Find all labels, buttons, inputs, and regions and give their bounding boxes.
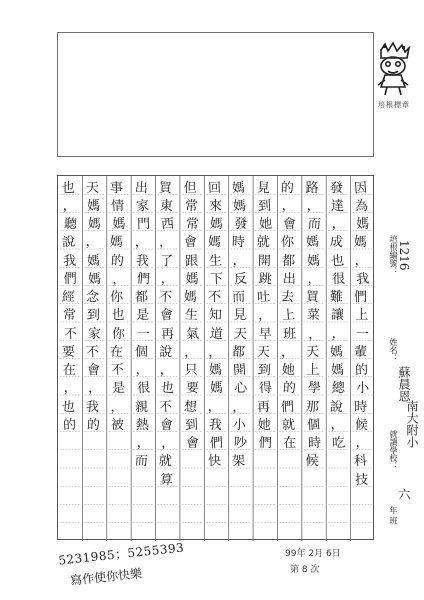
essay-character: 在	[62, 363, 76, 379]
essay-character: 都	[282, 253, 296, 269]
essay-character: 一	[136, 326, 150, 342]
essay-character: 你	[110, 289, 124, 306]
essay-character: 會	[282, 216, 297, 233]
essay-character: ，	[207, 399, 222, 415]
essay-character: ，	[85, 234, 100, 251]
essay-character: 熱	[135, 417, 149, 433]
essay-character: ，	[135, 362, 150, 379]
essay-character: 技	[355, 472, 369, 488]
essay-character: 班	[282, 326, 297, 342]
essay-character: 東	[159, 198, 174, 215]
essay-character: ，	[183, 344, 197, 361]
essay-character: 跟	[184, 253, 198, 269]
essay-character: 們	[280, 399, 295, 416]
watermark-motto: 寫作使你快樂	[69, 566, 143, 588]
date-year: 99	[285, 549, 297, 559]
essay-character: 只	[184, 363, 198, 379]
essay-character: 她	[257, 417, 271, 433]
essay-character: 候	[354, 417, 369, 434]
essay-character: 媽	[110, 235, 124, 251]
essay-character: 門	[136, 216, 151, 233]
essay-character: 買	[158, 180, 173, 196]
name-label: 姓名：	[389, 338, 398, 362]
essay-character: 說	[61, 234, 76, 251]
essay-character: ，	[63, 381, 77, 397]
essay-character: ，	[88, 381, 102, 397]
essay-character: 也	[160, 380, 175, 397]
essay-character: ，	[306, 198, 320, 215]
essay-character: 到	[184, 417, 199, 434]
essay-character: 回	[207, 180, 222, 196]
essay-character: 我	[355, 271, 370, 288]
essay-character: 家	[87, 326, 102, 343]
essay-character: 事	[110, 180, 125, 197]
essay-character: 媽	[330, 362, 345, 379]
essay-character: 媽	[185, 271, 199, 287]
essay-character: 跳	[258, 271, 273, 288]
essay-character: 因	[353, 180, 368, 197]
essay-character: 說	[159, 344, 173, 360]
essay-character: 很	[331, 271, 346, 288]
essay-character: 聽	[63, 216, 78, 233]
essay-character: 為	[355, 198, 369, 215]
essay-character: 經	[61, 289, 75, 306]
essay-character: 西	[160, 216, 175, 233]
essay-character: 出	[134, 180, 149, 197]
essay-character: ，	[161, 436, 175, 452]
essay-character: 到	[257, 198, 272, 215]
essay-character: 我	[208, 417, 223, 434]
essay-character: ，	[160, 271, 175, 288]
essay-character: 不	[208, 290, 222, 306]
essay-character: 下	[209, 271, 224, 288]
essay-character: 們	[63, 271, 77, 287]
essay-character: 們	[209, 435, 224, 452]
essay-character: ，	[134, 235, 148, 251]
essay-character: 吃	[331, 435, 346, 452]
essay-character: 媽	[356, 217, 370, 233]
essay-character: 心	[234, 381, 248, 397]
essay-character: 媽	[112, 217, 126, 233]
essay-character: 候	[305, 454, 319, 470]
essay-character: 是	[135, 308, 150, 324]
essay-character: 時	[307, 435, 321, 452]
essay-character: 上	[355, 308, 369, 324]
essay-character: ，	[232, 399, 246, 415]
essay-character: 就	[281, 417, 296, 434]
essay-character: ，	[330, 417, 345, 434]
essay-character: ，	[207, 344, 222, 361]
essay-character: 而	[232, 289, 246, 306]
essay-character: 早	[258, 326, 272, 342]
essay-character: ，	[307, 271, 321, 287]
essay-character: 媽	[87, 216, 102, 233]
essay-character: 家	[135, 198, 150, 215]
essay-character: ，	[307, 326, 322, 343]
essay-character: 上	[281, 307, 296, 324]
school-label: 就讀學校：	[389, 430, 398, 470]
essay-character: 她	[281, 362, 296, 379]
essay-character: 小	[233, 417, 247, 434]
essay-character: 成	[329, 234, 344, 251]
essay-character: 吐	[256, 289, 271, 306]
essay-character: 們	[354, 289, 368, 306]
essay-character: 架	[232, 453, 247, 470]
essay-character: 去	[280, 289, 295, 306]
essay-character: 發	[329, 180, 344, 196]
essay-character: 情	[111, 198, 125, 215]
essay-character: 常	[184, 198, 198, 215]
essay-character: 反	[234, 271, 249, 288]
essay-character: ，	[281, 344, 295, 360]
essay-character: 的	[280, 180, 295, 196]
essay-character: 達	[330, 198, 344, 214]
essay-character: 快	[207, 454, 222, 470]
essay-character: 輩	[353, 344, 368, 361]
essay-character: 的	[86, 417, 101, 434]
essay-character: 們	[136, 271, 151, 288]
session-number: 8	[301, 565, 308, 575]
essay-character: 我	[135, 253, 150, 269]
watermark-id: 5231985；5255393	[57, 540, 185, 568]
essay-character: 吵	[233, 435, 248, 452]
essay-character: 要	[185, 381, 199, 397]
essay-character: 是	[112, 381, 126, 397]
essay-character: 媽	[86, 253, 101, 270]
essay-character: 見	[233, 308, 247, 324]
essay-character: ，	[281, 198, 296, 215]
essay-character: 被	[111, 417, 125, 434]
essay-character: 再	[161, 326, 175, 342]
essay-character: 媽	[87, 198, 101, 214]
session-suffix: 次	[310, 565, 320, 575]
essay-character: 發	[234, 217, 248, 233]
essay-character: 說	[329, 399, 344, 415]
essay-character: 會	[160, 417, 174, 434]
essay-character: ，	[354, 253, 369, 270]
essay-character: 會	[183, 234, 198, 251]
essay-character: 那	[304, 399, 319, 416]
essay-character: 不	[63, 326, 78, 343]
date-month: 2	[308, 549, 315, 559]
essay-character: 總	[331, 381, 345, 397]
essay-character: 常	[62, 307, 77, 324]
essay-character: 不	[111, 362, 126, 379]
essay-character: 你	[280, 235, 295, 251]
session-prefix: 第	[290, 565, 300, 575]
essay-character: 你	[112, 326, 126, 342]
essay-character: 開	[257, 253, 271, 269]
essay-character: 到	[257, 362, 272, 379]
essay-character: 會	[159, 307, 174, 324]
essay-character: ，	[331, 216, 346, 233]
essay-character: ，	[62, 198, 76, 215]
essay-character: 個	[306, 417, 321, 434]
essay-character: 親	[134, 399, 149, 415]
essay-character: 讓	[330, 308, 345, 324]
essay-character: 我	[62, 253, 77, 269]
essay-character: 的	[354, 362, 369, 379]
essay-character: 要	[61, 344, 76, 361]
essay-character: 天	[85, 180, 100, 196]
essay-character: ，	[110, 399, 124, 415]
essay-character: 難	[329, 290, 343, 306]
essay-character: 天	[305, 344, 319, 361]
school-name: 南大附小	[405, 400, 419, 448]
essay-character: ，	[136, 435, 151, 452]
essay-character: 生	[208, 253, 223, 270]
essay-character: 媽	[87, 271, 102, 288]
essay-character: 科	[353, 453, 368, 470]
essay-character: 菜	[305, 307, 320, 324]
essay-character: 不	[158, 399, 173, 416]
essay-character: 媽	[210, 381, 224, 397]
essay-character: 開	[233, 362, 248, 379]
essay-character: 氣	[185, 326, 200, 343]
essay-character: 媽	[306, 253, 320, 269]
essay-character: 學	[307, 381, 321, 397]
essay-character: 媽	[329, 344, 344, 361]
date-day: 6	[325, 549, 332, 559]
essay-character: ，	[331, 326, 346, 343]
essay-character: ，	[159, 235, 173, 251]
mascot-stamp-icon	[375, 40, 411, 98]
essay-character: 媽	[305, 234, 320, 251]
essay-character: 在	[109, 344, 124, 361]
grade-value: 六	[397, 488, 411, 500]
essay-character: 會	[185, 435, 199, 452]
essay-character: 也	[111, 308, 125, 324]
essay-character: 的	[282, 380, 297, 397]
teacher-comment-box	[57, 32, 374, 157]
essay-character: 一	[355, 326, 370, 342]
essay-character: 也	[61, 180, 75, 196]
date-day-unit: 日	[331, 549, 341, 559]
essay-character: 而	[134, 453, 149, 470]
cultivation-id-value: 1216	[397, 240, 411, 271]
essay-character: 的	[110, 253, 125, 270]
essay-character: 想	[182, 399, 197, 416]
essay-character: 在	[283, 436, 297, 452]
essay-character: 天	[234, 326, 248, 342]
essay-character: 她	[258, 216, 273, 233]
essay-character: 的	[62, 417, 77, 434]
essay-character: 很	[136, 380, 151, 397]
essay-character: 小	[356, 381, 370, 397]
essay-character: 天	[256, 344, 270, 361]
student-name: 蘇晨恩	[397, 366, 411, 402]
essay-character: 出	[282, 271, 297, 288]
essay-character: ，	[232, 253, 247, 270]
essay-character: 再	[256, 399, 271, 415]
date-month-unit: 月	[314, 549, 324, 559]
essay-character: 不	[158, 289, 173, 306]
essay-character: 會	[86, 362, 101, 379]
essay-character: 上	[306, 363, 320, 379]
essay-character: 道	[209, 326, 224, 343]
essay-character: 媽	[208, 362, 223, 379]
essay-character: 媽	[353, 235, 368, 251]
essay-character: ，	[257, 308, 272, 324]
grade-label: 年 班	[389, 506, 398, 525]
essay-character: ，	[159, 362, 174, 379]
essay-character: 路	[305, 180, 319, 196]
essay-character: 念	[86, 290, 100, 306]
essay-character: 媽	[209, 216, 224, 233]
essay-character: 而	[306, 216, 321, 233]
essay-character: 媽	[233, 198, 247, 215]
essay-character: 媽	[207, 234, 222, 251]
essay-character: ，	[112, 271, 127, 288]
essay-character: 也	[61, 399, 76, 416]
essay-character: ，	[355, 435, 370, 452]
essay-character: 不	[85, 344, 100, 361]
stamp-label: 培根標章	[378, 101, 410, 109]
essay-character: 得	[258, 380, 273, 397]
essay-character: 常	[184, 216, 199, 233]
essay-character: 媽	[232, 180, 247, 197]
essay-character: 時	[354, 399, 368, 415]
essay-character: 也	[330, 253, 345, 270]
essay-character: 生	[183, 307, 198, 324]
essay-character: 但	[183, 180, 197, 196]
essay-character: 算	[159, 472, 174, 489]
essay-character: 到	[86, 308, 101, 324]
essay-character: 我	[85, 399, 100, 415]
essay-character: 都	[134, 289, 149, 306]
essay-character: 們	[258, 435, 272, 452]
date-line	[285, 546, 341, 559]
essay-character: 了	[160, 253, 174, 269]
date-year-unit: 年	[296, 549, 306, 559]
essay-character: 見	[256, 180, 271, 197]
essay-character: 就	[256, 235, 270, 251]
essay-character: 個	[134, 344, 149, 361]
cultivation-id-label: 培根編號：	[389, 235, 398, 275]
session-line	[290, 562, 320, 575]
essay-character: 媽	[183, 289, 197, 306]
essay-character: 都	[231, 344, 246, 361]
essay-character: 來	[209, 198, 223, 214]
essay-character: 就	[158, 454, 173, 470]
essay-character: 買	[305, 289, 319, 306]
essay-character: 知	[208, 308, 223, 324]
essay-character: 時	[232, 235, 246, 251]
